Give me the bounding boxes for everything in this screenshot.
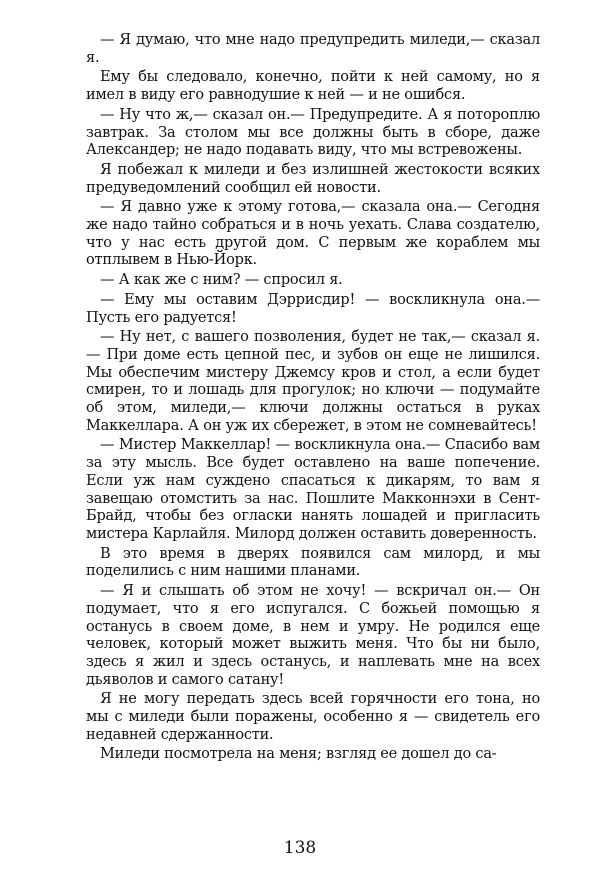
paragraph-12: Я не могу передать здесь всей горячности его тона, но мы с миледи были поражены, особенно я — свидетель его недавней сдержанности. [86, 691, 540, 743]
paragraph-8: — Ну нет, с вашего позволения, будет не так,— сказал я.— При доме есть цепной пес, и зубов он еще не лишился. Мы обеспечим мистеру Джемсу кров и стол, а если будет смирен, то и лошадь для прогулок; но ключи — подумайте об этом, миледи,— ключи должны остаться в руках Маккеллара. А он уж их сбережет, в этом не сомневайтесь! [86, 329, 540, 434]
paragraph-11: — Я и слышать об этом не хочу! — вскричал он.— Он подумает, что я его испугался. С божьей помощью я останусь в своем доме, в нем и умру. Не родился еще человек, который может выжить меня. Что бы ни было, здесь я жил и здесь останусь, и наплевать мне на всех дьяволов и самого сатану! [86, 583, 540, 688]
paragraph-2: Ему бы следовало, конечно, пойти к ней самому, но я имел в виду его равнодушие к ней — и не ошибся. [86, 69, 540, 104]
paragraph-6: — А как же с ним? — спросил я. [100, 272, 343, 289]
paragraph-4: Я побежал к миледи и без излишней жестокости всяких предуведомлений сообщил ей новости. [86, 161, 540, 196]
paragraph-9: — Мистер Маккеллар! — воскликнула она.— Спасибо вам за эту мысль. Все будет оставлено на ваше попечение. Если уж нам суждено спасаться к дикарям, то вам я завещаю отомстить за нас. Пошлите Макконнэхи в Сент-Брайд, чтобы без огласки нанять лошадей и пригласить мистера Карлайля. Милорд должен оставить доверенность. [86, 437, 540, 542]
paragraph-5: — Я давно уже к этому готова,— сказала она.— Сегодня же надо тайно собраться и в ночь уехать. Слава создателю, что у нас есть другой дом. С первым же кораблем мы отплывем в Нью-Йорк. [86, 199, 540, 269]
paragraph-1: — Я думаю, что мне надо предупредить миледи,— сказал я. [86, 32, 540, 66]
paragraph-10: В это время в дверях появился сам милорд, и мы поделились с ним нашими планами. [86, 545, 540, 580]
paragraph-13: Миледи посмотрела на меня; взгляд ее дошел до са- [100, 746, 497, 763]
paragraph-3: — Ну что ж,— сказал он.— Предупредите. А я потороплю завтрак. За столом мы все должны быть в сборе, даже Александер; не надо подавать виду, что мы встревожены. [86, 106, 540, 159]
page-body [86, 32, 540, 766]
page-number: 138 [283, 838, 317, 858]
paragraph-7: — Ему мы оставим Дэррисдир! — воскликнула она.— Пусть его радуется! [86, 291, 540, 326]
